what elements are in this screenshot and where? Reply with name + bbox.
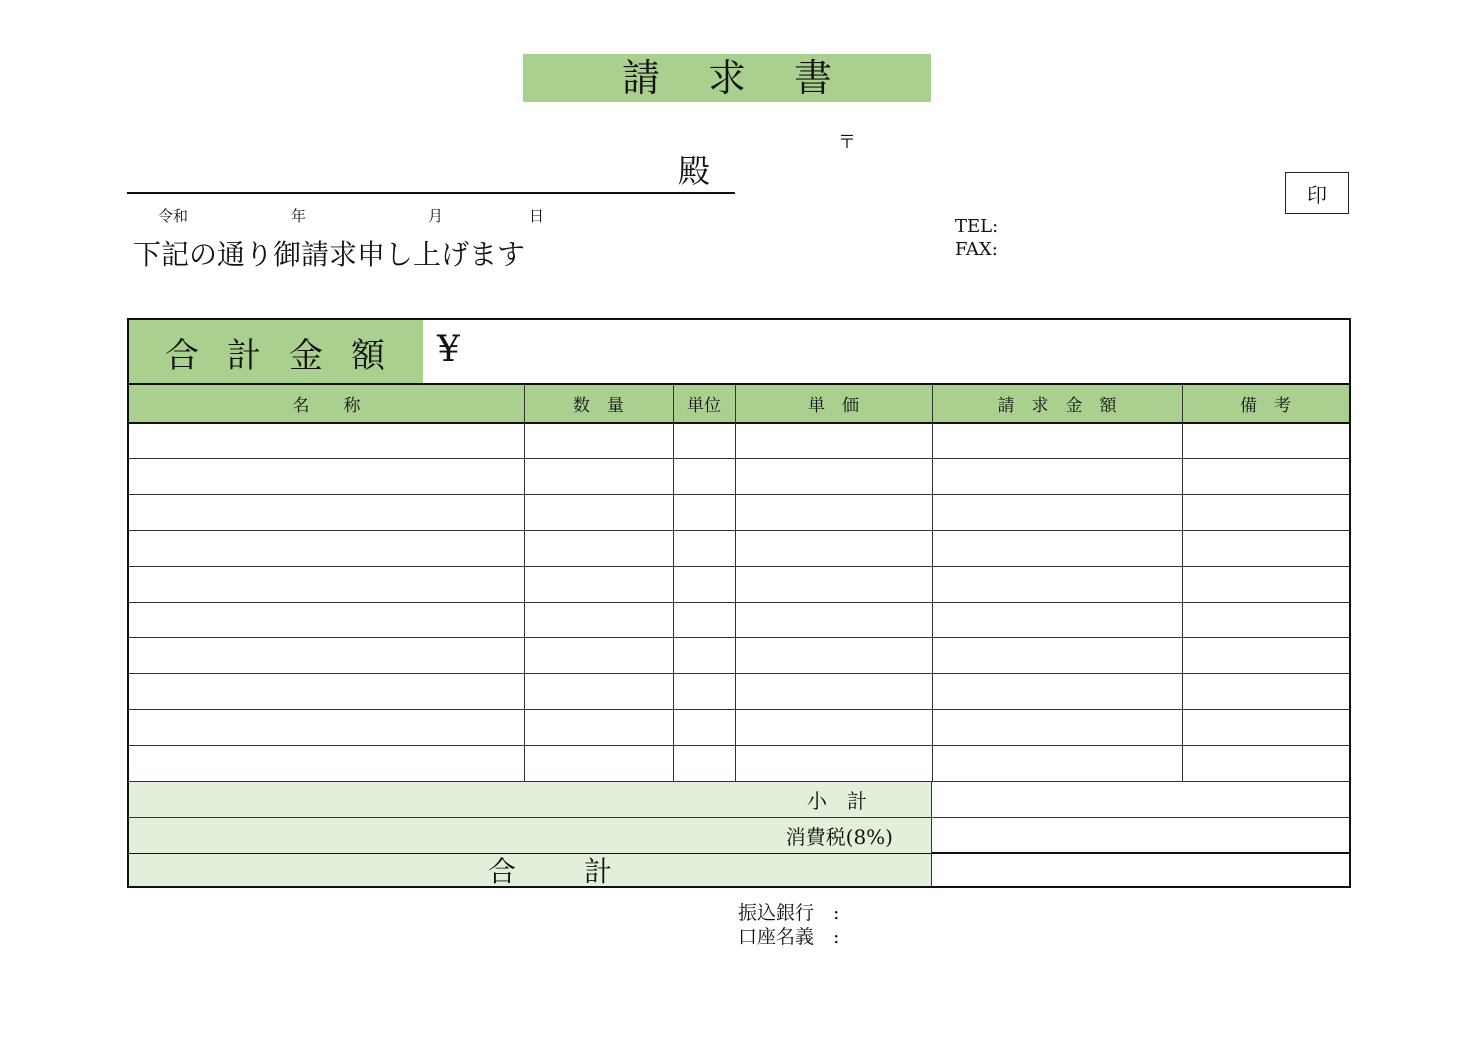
grid-line	[129, 422, 1349, 424]
currency-symbol: ¥	[437, 329, 460, 370]
total-amount-label-text: 合計金額	[165, 335, 413, 376]
table-cell[interactable]	[932, 674, 1182, 710]
table-cell[interactable]	[673, 638, 735, 674]
grid-line	[129, 458, 1349, 459]
grid-line	[673, 384, 674, 782]
column-header: 単 価	[735, 384, 932, 423]
table-cell[interactable]	[673, 674, 735, 710]
table-cell[interactable]	[735, 531, 932, 567]
table-cell[interactable]	[735, 603, 932, 639]
grid-line	[735, 384, 736, 782]
date-month-label: 月	[428, 207, 444, 225]
greeting-text: 下記の通り御請求申し上げます	[133, 238, 526, 271]
column-header: 請 求 金 額	[932, 384, 1182, 423]
subtotal-value[interactable]	[932, 782, 1349, 817]
table-cell[interactable]	[735, 746, 932, 782]
table-cell[interactable]	[673, 710, 735, 746]
table-cell[interactable]	[735, 495, 932, 531]
date-day-label: 日	[529, 207, 545, 225]
table-cell[interactable]	[524, 710, 673, 746]
table-cell[interactable]	[524, 638, 673, 674]
grid-line	[932, 384, 933, 782]
table-cell[interactable]	[129, 638, 524, 674]
table-cell[interactable]	[673, 531, 735, 567]
table-cell[interactable]	[932, 638, 1182, 674]
table-cell[interactable]	[1182, 710, 1349, 746]
table-cell[interactable]	[673, 495, 735, 531]
table-cell[interactable]	[524, 674, 673, 710]
table-cell[interactable]	[932, 746, 1182, 782]
grid-line	[129, 673, 1349, 674]
document-title: 請求書	[621, 56, 880, 100]
table-cell[interactable]	[129, 495, 524, 531]
table-cell[interactable]	[932, 459, 1182, 495]
grid-line	[423, 320, 424, 384]
grand-total-label: 合 計	[487, 855, 632, 888]
grid-line	[129, 709, 1349, 710]
grid-line	[129, 494, 1349, 495]
table-cell[interactable]	[1182, 495, 1349, 531]
grid-line	[129, 745, 1349, 746]
table-cell[interactable]	[1182, 531, 1349, 567]
table-cell[interactable]	[524, 495, 673, 531]
table-cell[interactable]	[129, 603, 524, 639]
tax-label: 消費税(8%)	[785, 825, 893, 849]
column-header: 単位	[673, 384, 735, 423]
table-cell[interactable]	[1182, 459, 1349, 495]
tel-label: TEL:	[955, 216, 999, 237]
table-cell[interactable]	[1182, 674, 1349, 710]
table-cell[interactable]	[1182, 746, 1349, 782]
table-cell[interactable]	[932, 710, 1182, 746]
table-cell[interactable]	[735, 674, 932, 710]
table-cell[interactable]	[129, 459, 524, 495]
table-cell[interactable]	[673, 567, 735, 603]
postal-mark: 〒	[838, 132, 856, 153]
date-era: 令和	[158, 207, 189, 225]
table-cell[interactable]	[735, 459, 932, 495]
table-cell[interactable]	[129, 567, 524, 603]
table-cell[interactable]	[129, 423, 524, 459]
table-cell[interactable]	[673, 423, 735, 459]
table-cell[interactable]	[673, 746, 735, 782]
table-cell[interactable]	[932, 567, 1182, 603]
table-cell[interactable]	[1182, 638, 1349, 674]
table-cell[interactable]	[673, 459, 735, 495]
table-cell[interactable]	[524, 459, 673, 495]
table-cell[interactable]	[524, 423, 673, 459]
table-cell[interactable]	[1182, 423, 1349, 459]
table-cell[interactable]	[524, 603, 673, 639]
subtotal-label: 小 計	[807, 789, 867, 813]
table-cell[interactable]	[524, 531, 673, 567]
table-cell[interactable]	[129, 710, 524, 746]
account-holder-label: 口座名義 :	[738, 926, 840, 948]
bank-label: 振込銀行 :	[738, 902, 840, 924]
table-cell[interactable]	[735, 638, 932, 674]
seal-label: 印	[1307, 182, 1327, 207]
total-amount-label	[129, 320, 423, 384]
table-cell[interactable]	[129, 531, 524, 567]
grid-line	[129, 637, 1349, 638]
grid-line	[129, 383, 1349, 385]
table-cell[interactable]	[932, 603, 1182, 639]
document-title-banner	[523, 54, 931, 102]
table-cell[interactable]	[932, 531, 1182, 567]
table-cell[interactable]	[524, 746, 673, 782]
table-cell[interactable]	[932, 423, 1182, 459]
table-cell[interactable]	[932, 495, 1182, 531]
tax-value[interactable]	[932, 818, 1349, 853]
column-header: 数 量	[524, 384, 673, 423]
grid-line	[524, 384, 525, 782]
subtotal-label-cell	[129, 782, 931, 817]
total-amount-field[interactable]	[437, 329, 460, 370]
column-header: 名 称	[129, 384, 524, 423]
table-cell[interactable]	[524, 567, 673, 603]
table-cell[interactable]	[673, 603, 735, 639]
grid-line	[129, 602, 1349, 603]
grid-line	[1182, 384, 1183, 782]
table-cell[interactable]	[1182, 603, 1349, 639]
date-year-label: 年	[291, 207, 307, 225]
column-header: 備 考	[1182, 384, 1349, 423]
seal-box	[1285, 172, 1349, 214]
grid-line	[129, 566, 1349, 567]
table-cell[interactable]	[735, 567, 932, 603]
fax-label: FAX:	[955, 239, 998, 260]
table-cell[interactable]	[129, 746, 524, 782]
grand-total-label-cell	[129, 854, 931, 886]
table-cell[interactable]	[1182, 567, 1349, 603]
table-cell[interactable]	[735, 710, 932, 746]
table-cell[interactable]	[129, 674, 524, 710]
grand-total-value[interactable]	[932, 854, 1349, 886]
invoice-table	[127, 318, 1351, 888]
recipient-honorific: 殿	[678, 152, 711, 190]
issue-date[interactable]	[127, 205, 587, 227]
recipient-name-line[interactable]	[127, 192, 735, 194]
table-cell[interactable]	[735, 423, 932, 459]
grid-line	[129, 530, 1349, 531]
tax-label-cell	[129, 818, 931, 853]
